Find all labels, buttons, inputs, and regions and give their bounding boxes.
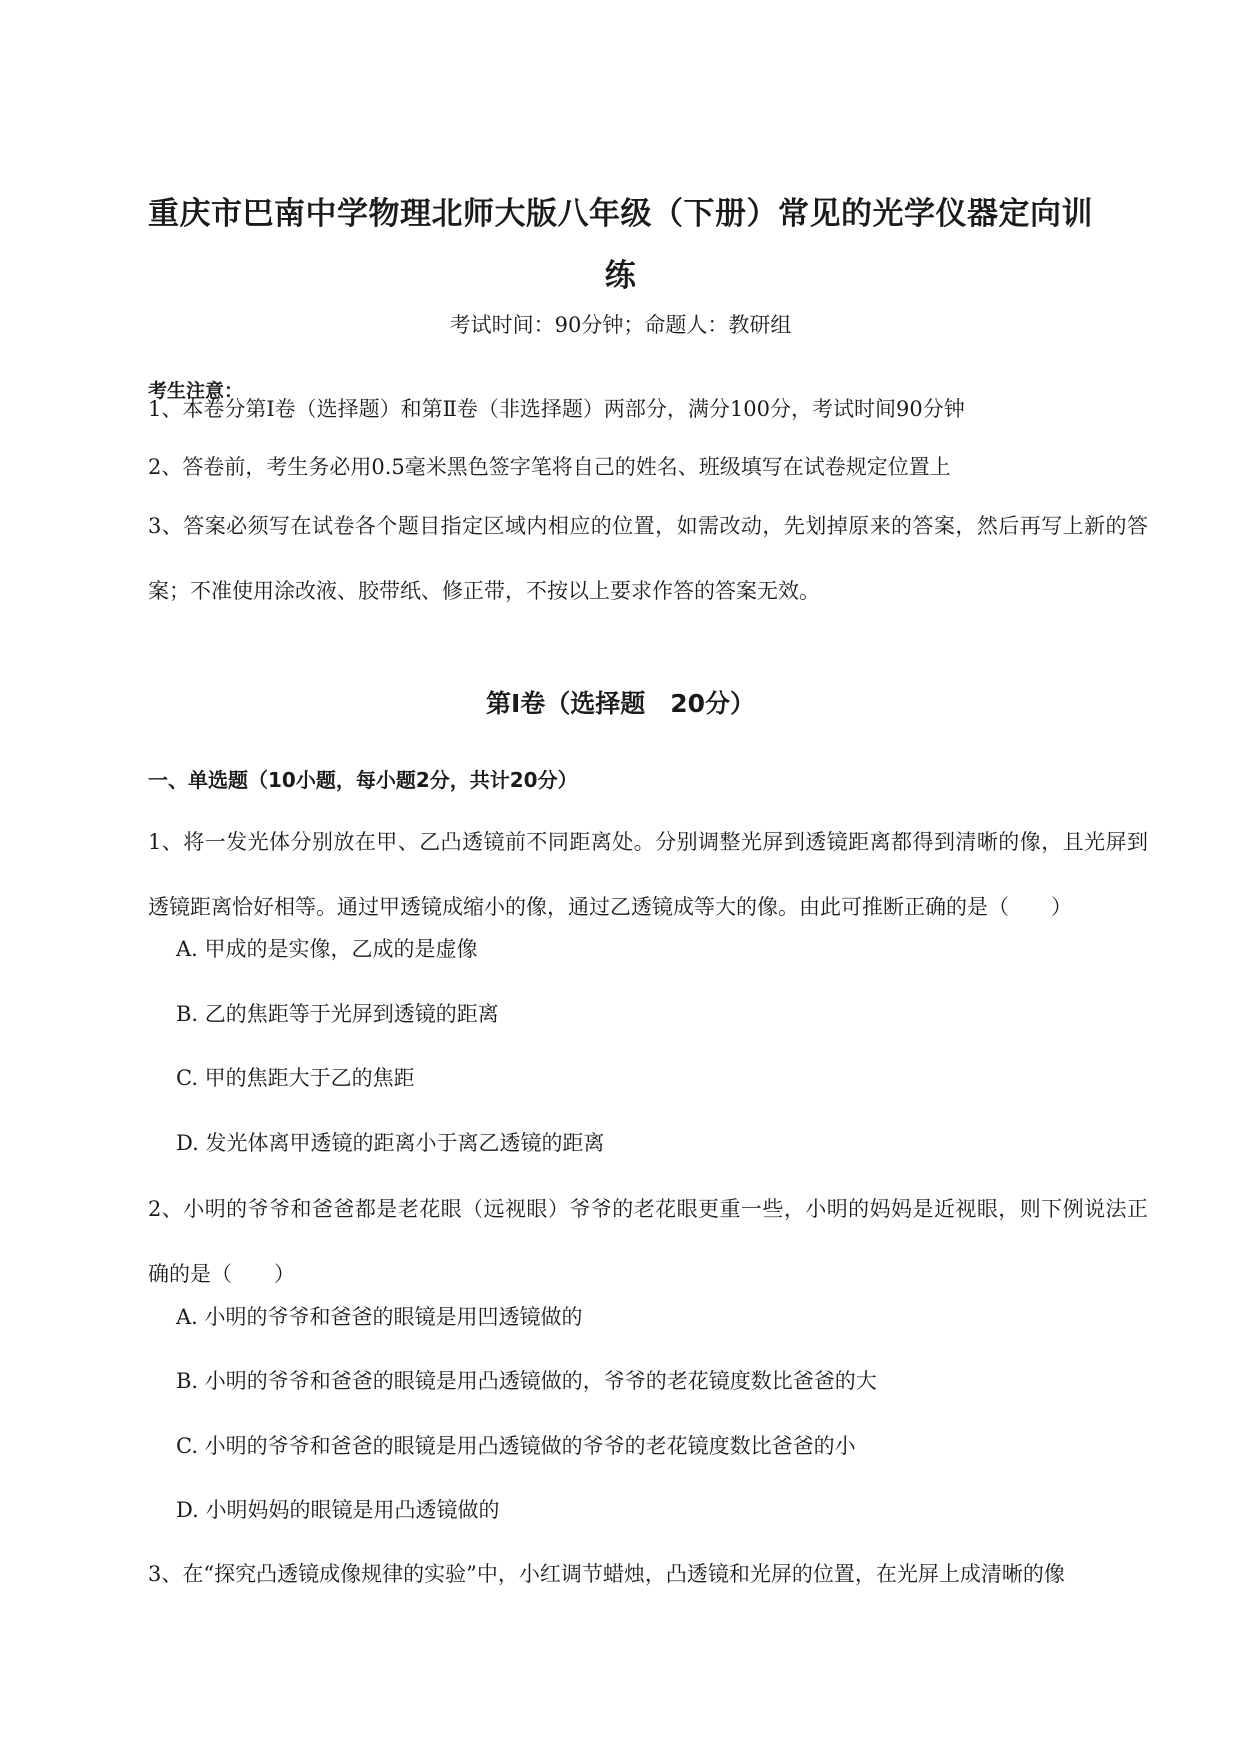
exam-info: 考试时间：90分钟；命题人：教研组 (449, 313, 792, 337)
question-1-stem: 1、将一发光体分别放在甲、乙凸透镜前不同距离处。分别调整光屏到透镜距离都得到清晰的像，且光屏到透镜距离恰好相等。通过甲透镜成缩小的像，通过乙透镜成等大的像。由此可推断正确的是（ ） (148, 830, 1148, 919)
question-1-option-a: A. 甲成的是实像，乙成的是虚像 (176, 937, 478, 961)
question-2-stem: 2、小明的爷爷和爸爸都是老花眼（远视眼）爷爷的老花眼更重一些，小明的妈妈是近视眼，则下例说法正确的是（ ） (148, 1197, 1148, 1286)
notice-item-2: 2、答卷前，考生务必用0.5毫米黑色签字笔将自己的姓名、班级填写在试卷规定位置上 (148, 455, 951, 479)
question-2-option-c: C. 小明的爷爷和爸爸的眼镜是用凸透镜做的爷爷的老花镜度数比爸爸的小 (176, 1434, 856, 1458)
question-1-option-c: C. 甲的焦距大于乙的焦距 (176, 1066, 415, 1090)
question-2-option-d: D. 小明妈妈的眼镜是用凸透镜做的 (176, 1498, 500, 1522)
notice-item-3: 3、答案必须写在试卷各个题目指定区域内相应的位置，如需改动，先划掉原来的答案，然后再写上新的答案；不准使用涂改液、胶带纸、修正带，不按以上要求作答的答案无效。 (148, 514, 1148, 603)
question-2-option-b: B. 小明的爷爷和爸爸的眼镜是用凸透镜做的，爷爷的老花镜度数比爸爸的大 (176, 1369, 877, 1393)
page-title: 重庆市巴南中学物理北师大版八年级（下册）常见的光学仪器定向训练 (148, 196, 1093, 294)
section-title: 第I卷（选择题 20分） (485, 689, 756, 718)
notice-item-1: 1、本卷分第I卷（选择题）和第Ⅱ卷（非选择题）两部分，满分100分，考试时间90分钟 (148, 397, 965, 421)
question-2-option-a: A. 小明的爷爷和爸爸的眼镜是用凹透镜做的 (176, 1305, 583, 1329)
part-heading: 一、单选题（10小题，每小题2分，共计20分） (148, 768, 578, 792)
question-1-option-d: D. 发光体离甲透镜的距离小于离乙透镜的距离 (176, 1131, 605, 1155)
question-3-stem: 3、在“探究凸透镜成像规律的实验”中，小红调节蜡烛，凸透镜和光屏的位置，在光屏上成清晰的像 (148, 1562, 1065, 1586)
question-1-option-b: B. 乙的焦距等于光屏到透镜的距离 (176, 1002, 499, 1026)
notice-heading: 考生注意： (148, 380, 244, 402)
